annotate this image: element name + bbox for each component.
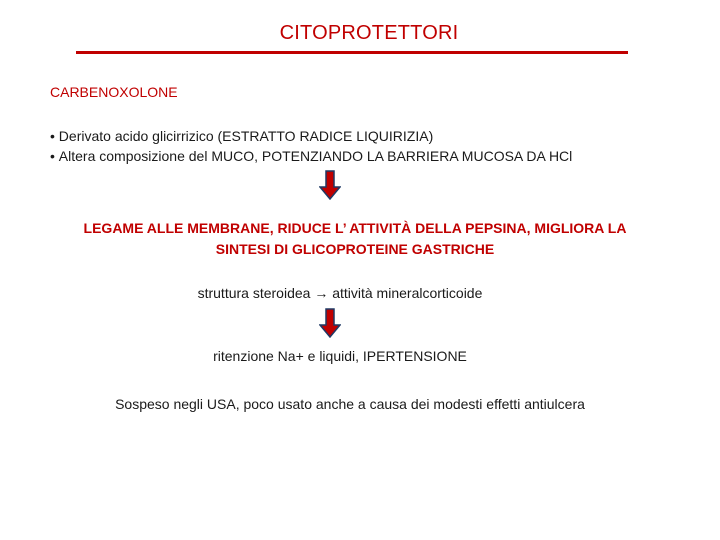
bullet-item: • Derivato acido glicirrizico (ESTRATTO RADICE LIQUIRIZIA) <box>50 126 572 146</box>
title-underline <box>76 51 628 54</box>
steroid-text: struttura steroidea → attività mineralcorticoide <box>197 285 483 301</box>
effect-line: SINTESI DI GLICOPROTEINE GASTRICHE <box>215 241 495 257</box>
bullet-list <box>50 126 572 166</box>
drug-name: CARBENOXOLONE <box>50 84 178 100</box>
down-arrow-icon <box>319 308 341 338</box>
effect-text <box>30 218 680 260</box>
status-note: Sospeso negli USA, poco usato anche a causa dei modesti effetti antiulcera <box>115 396 585 412</box>
effect-line: LEGAME ALLE MEMBRANE, RIDUCE L’ ATTIVITÀ DELLA PEPSINA, MIGLIORA LA <box>83 220 627 236</box>
bullet-item: • Altera composizione del MUCO, POTENZIANDO LA BARRIERA MUCOSA DA HCl <box>50 146 572 166</box>
down-arrow-icon <box>319 170 341 200</box>
slide-title: CITOPROTETTORI <box>279 22 459 44</box>
retention-text: ritenzione Na+ e liquidi, IPERTENSIONE <box>213 348 467 364</box>
